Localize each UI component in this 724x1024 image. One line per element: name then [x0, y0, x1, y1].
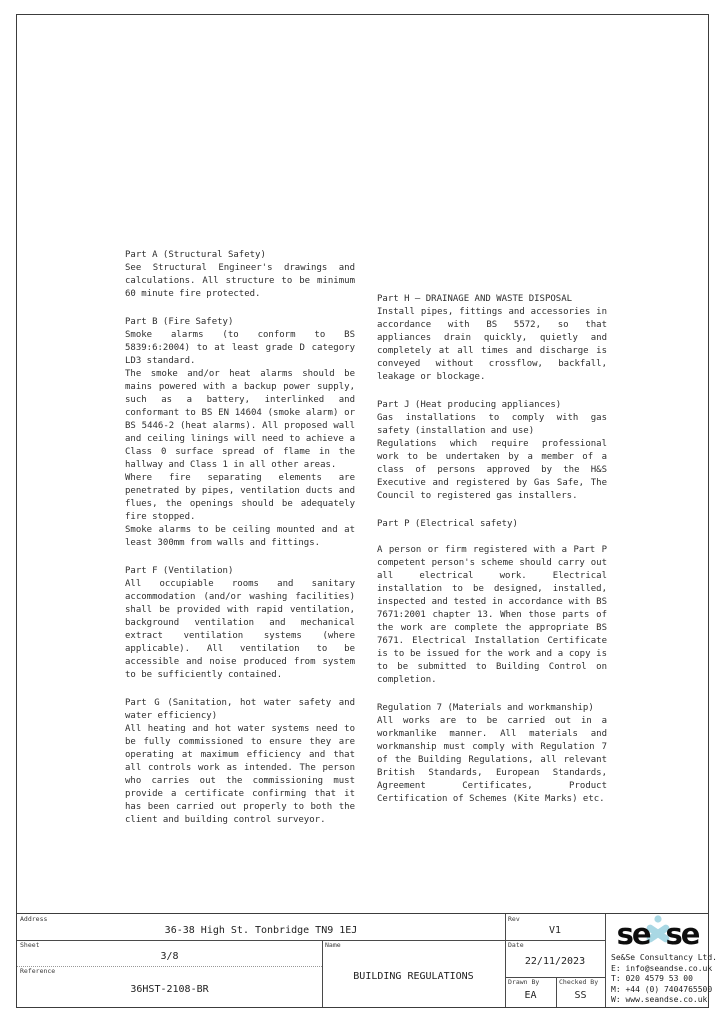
section-paragraph: Smoke alarms (to conform to BS 5839:6:2004) to at least grade D category LD3 standard.	[125, 330, 355, 366]
sheet-cell	[17, 940, 322, 966]
drawn-by-label: Drawn By	[508, 978, 540, 986]
section-paragraph: All works are to be carried out in a workmanlike manner. All materials and workmanship must comply with Regulation 7 of the Building Regulations, all relevant British Standards, European Standards, Agreement Certificates, Product Certification of Schemes (Kite Marks) etc.	[377, 716, 607, 804]
section-paragraph: All occupiable rooms and sanitary accommodation (and/or washing facilities) shall be provided with rapid ventilation, background ventilation and mechanical extract ventilation systems (where applicable). All ventilation to be accessible and noise produced from system to be sufficiently contained.	[125, 579, 355, 680]
address-label: Address	[20, 915, 48, 923]
section-heading: Part P (Electrical safety)	[377, 519, 518, 529]
company-name: Se&Se Consultancy Ltd.	[611, 953, 717, 962]
section-heading: Part F (Ventilation)	[125, 566, 234, 576]
section-paragraph: Gas installations to comply with gas safety (installation and use)	[377, 413, 607, 436]
date-label: Date	[508, 941, 524, 949]
checked-by-cell	[556, 977, 605, 1007]
section-heading: Part B (Fire Safety)	[125, 317, 234, 327]
logo-text-left: se	[616, 917, 650, 951]
drawn-by-cell	[505, 977, 556, 1007]
section-paragraph: The smoke and/or heat alarms should be mains powered with a backup power supply, such as a battery, interlinked and conformant to BS EN 14604 (smoke alarm) or BS 5446-2 (heat alarms). All proposed wall and ceiling linings will need to achieve a Class 0 surface spread of flame in the hallway and Class 1 in all other areas.	[125, 369, 355, 470]
company-phone: T: 020 4579 53 00	[611, 974, 693, 983]
address-cell	[17, 914, 505, 940]
section-part-j	[377, 399, 607, 503]
company-contact-info	[611, 953, 717, 1006]
company-logo-block	[605, 914, 717, 1007]
section-paragraph: Smoke alarms to be ceiling mounted and at least 300mm from walls and fittings.	[125, 525, 355, 548]
section-regulation-7	[377, 702, 607, 806]
reference-cell	[17, 966, 322, 1007]
name-cell	[322, 940, 505, 1007]
date-cell	[505, 940, 605, 977]
section-paragraph: A person or firm registered with a Part P competent person's scheme should carry out all electrical work. Electrical installation to be designed, installed, inspected and tested in accordance with BS 7671:2001 chapter 13. When those parts of the work are complete the appropriate BS 7671. Electrical Installation Certificate is to be issued for the work and a copy is to be submitted to Building Control on completion.	[377, 545, 607, 685]
section-part-f	[125, 565, 355, 682]
reference-label: Reference	[20, 967, 56, 975]
section-paragraph: Regulations which require professional work to be undertaken by a member of a class of persons approved by the H&S Executive and registered by Gas Safe, The Council to registered gas installers.	[377, 439, 607, 501]
company-website: W: www.seandse.co.uk	[611, 995, 708, 1004]
left-text-column	[125, 249, 355, 842]
checked-by-value: SS	[574, 989, 587, 1001]
sheet-value: 3/8	[160, 950, 179, 962]
sese-logo	[611, 917, 704, 951]
section-part-g	[125, 697, 355, 827]
address-value: 36-38 High St. Tonbridge TN9 1EJ	[164, 924, 358, 936]
drawing-name-value: BUILDING REGULATIONS	[353, 971, 474, 982]
name-label: Name	[325, 941, 341, 949]
section-heading: Regulation 7 (Materials and workmanship)	[377, 703, 594, 713]
section-paragraph: All heating and hot water systems need to be fully commissioned to ensure they are operating at maximum efficiency and that all controls work as intended. The person who carries out the commissioning must provide a certificate confirming that it has been carried out properly to both the client and building control surveyor.	[125, 724, 355, 825]
right-text-column	[377, 293, 607, 821]
section-heading: Part A (Structural Safety)	[125, 250, 266, 260]
section-paragraph: Where fire separating elements are penetrated by pipes, ventilation ducts and flues, the openings should be adequately fire stopped.	[125, 473, 355, 522]
sheet-label: Sheet	[20, 941, 40, 949]
title-block	[17, 913, 717, 1007]
drawing-sheet-border	[16, 14, 717, 1008]
section-part-p	[377, 518, 607, 687]
section-part-h	[377, 293, 607, 384]
date-value: 22/11/2023	[524, 956, 586, 967]
section-part-a	[125, 249, 355, 301]
section-paragraph: Install pipes, fittings and accessories in accordance with BS 5572, so that appliances drain quickly, quietly and completely at all times and discharge is conveyed without crossflow, backfall, leakage or blockage.	[377, 307, 607, 382]
rev-value: V1	[548, 924, 562, 936]
company-mobile: M: +44 (0) 7404765500	[611, 984, 713, 994]
section-part-b	[125, 316, 355, 550]
company-email: E: info@seandse.co.uk	[611, 963, 713, 973]
drawn-by-value: EA	[524, 989, 537, 1001]
rev-cell	[505, 914, 605, 940]
section-heading: Part J (Heat producing appliances)	[377, 400, 562, 410]
checked-by-label: Checked By	[559, 978, 599, 986]
logo-text-right: se	[665, 917, 699, 951]
section-heading: Part H – DRAINAGE AND WASTE DISPOSAL	[377, 294, 573, 304]
section-heading: Part G (Sanitation, hot water safety and water efficiency)	[125, 698, 355, 721]
section-paragraph: See Structural Engineer's drawings and calculations. All structure to be minimum 60 minute fire protected.	[125, 263, 355, 299]
reference-value: 36HST-2108-BR	[130, 984, 209, 995]
rev-label: Rev	[508, 915, 520, 923]
